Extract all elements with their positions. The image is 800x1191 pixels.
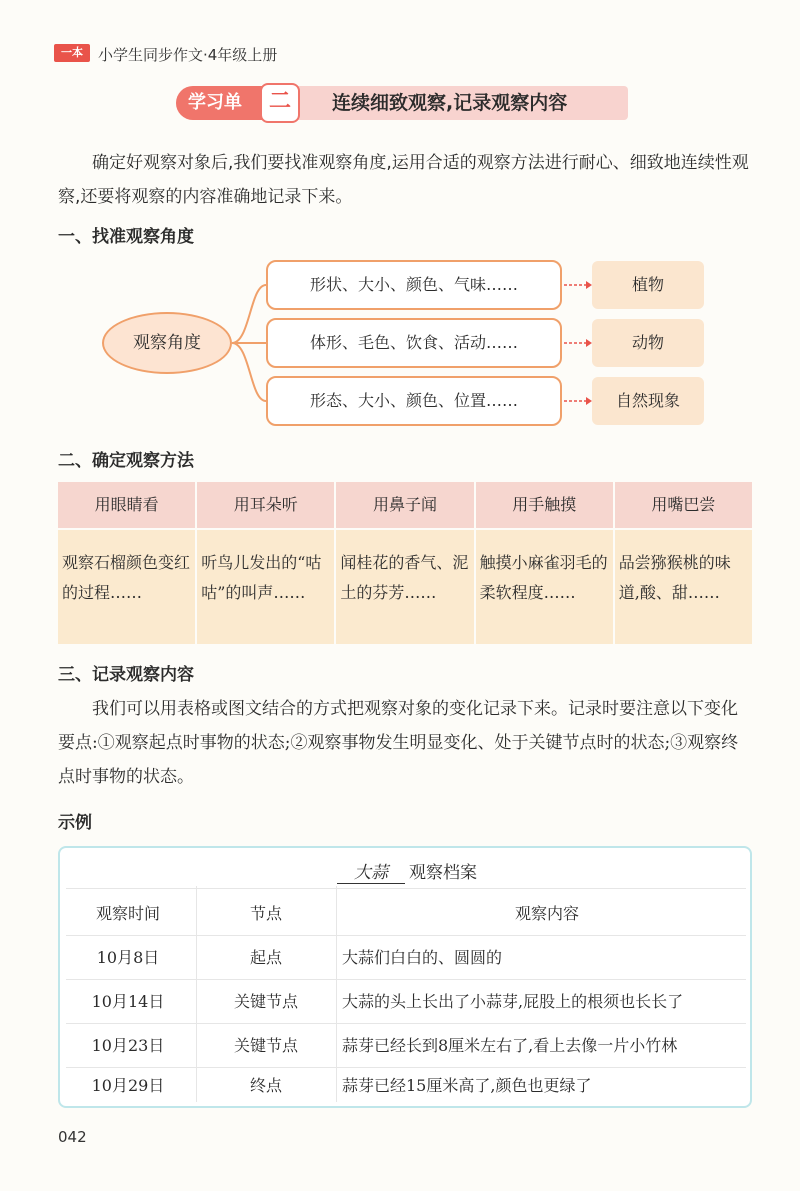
- record-object-name: 大蒜: [337, 858, 405, 884]
- method-header: 用嘴巴尝: [615, 482, 752, 528]
- table-row: [60, 1064, 750, 1107]
- method-example: 听鸟儿发出的“咕咕”的叫声……: [197, 530, 334, 644]
- method-header: 用眼睛看: [58, 482, 195, 528]
- page-number: 042: [58, 1128, 87, 1146]
- center-node: 观察角度: [102, 312, 232, 374]
- methods-table: [58, 482, 752, 642]
- record-header-row: [60, 892, 750, 935]
- method-header: 用耳朵听: [197, 482, 334, 528]
- section3-paragraph: 我们可以用表格或图文结合的方式把观察对象的变化记录下来。记录时要注意以下变化要点:①观察起点时事物的状态;②观察事物发生明显变化、处于关键节点时的状态;③观察终点时事物的状态。: [58, 699, 739, 787]
- target-plant: 植物: [592, 261, 704, 309]
- angle-box-plant: 形状、大小、颜色、气味……: [266, 260, 562, 310]
- method-example: 闻桂花的香气、泥土的芬芳……: [336, 530, 473, 644]
- intro-paragraph: 确定好观察对象后,我们要找准观察角度,运用合适的观察方法进行耐心、细致地连续性观察,还要将观察的内容准确地记录下来。: [58, 153, 749, 207]
- target-animal: 动物: [592, 319, 704, 367]
- method-header: 用鼻子闻: [336, 482, 473, 528]
- example-label: 示例: [58, 813, 92, 833]
- column-header: 节点: [249, 904, 282, 923]
- table-row: [60, 1024, 750, 1067]
- observation-record-card: [58, 846, 752, 1108]
- record-title-suffix: 观察档案: [409, 863, 477, 883]
- banner-tag: 学习单: [176, 86, 288, 120]
- book-logo: 一本: [54, 44, 90, 62]
- date-cell: 10月23日: [91, 1036, 165, 1055]
- node-cell: 终点: [249, 1076, 282, 1095]
- method-example: 触摸小麻雀羽毛的柔软程度……: [476, 530, 613, 644]
- node-cell: 关键节点: [233, 992, 298, 1011]
- table-row: [60, 936, 750, 979]
- method-example: 品尝猕猴桃的味道,酸、甜……: [615, 530, 752, 644]
- node-cell: 起点: [249, 948, 282, 967]
- target-nature: 自然现象: [592, 377, 704, 425]
- column-header: 观察内容: [514, 904, 579, 923]
- date-cell: 10月29日: [91, 1076, 165, 1095]
- section2-heading: 二、确定观察方法: [58, 451, 194, 471]
- angle-box-nature: 形态、大小、颜色、位置……: [266, 376, 562, 426]
- content-cell: 蒜芽已经15厘米高了,颜色也更绿了: [342, 1076, 592, 1095]
- column-header: 观察时间: [95, 904, 160, 923]
- method-header: 用手触摸: [476, 482, 613, 528]
- angle-box-animal: 体形、毛色、饮食、活动……: [266, 318, 562, 368]
- banner-title: 连续细致观察,记录观察内容: [332, 92, 568, 114]
- banner-number: 二: [260, 83, 300, 123]
- method-example: 观察石榴颜色变红的过程……: [58, 530, 195, 644]
- date-cell: 10月14日: [91, 992, 165, 1011]
- content-cell: 大蒜们白白的、圆圆的: [342, 948, 503, 967]
- table-row: [60, 980, 750, 1023]
- record-title: [60, 858, 754, 884]
- date-cell: 10月8日: [96, 948, 160, 967]
- content-cell: 大蒜的头上长出了小蒜芽,屁股上的根须也长长了: [342, 992, 684, 1011]
- section3-heading: 三、记录观察内容: [58, 665, 194, 685]
- content-cell: 蒜芽已经长到8厘米左右了,看上去像一片小竹林: [342, 1036, 678, 1055]
- section1-heading: 一、找准观察角度: [58, 227, 194, 247]
- divider: [66, 888, 746, 889]
- book-title: 小学生同步作文·4年级上册: [98, 46, 278, 64]
- node-cell: 关键节点: [233, 1036, 298, 1055]
